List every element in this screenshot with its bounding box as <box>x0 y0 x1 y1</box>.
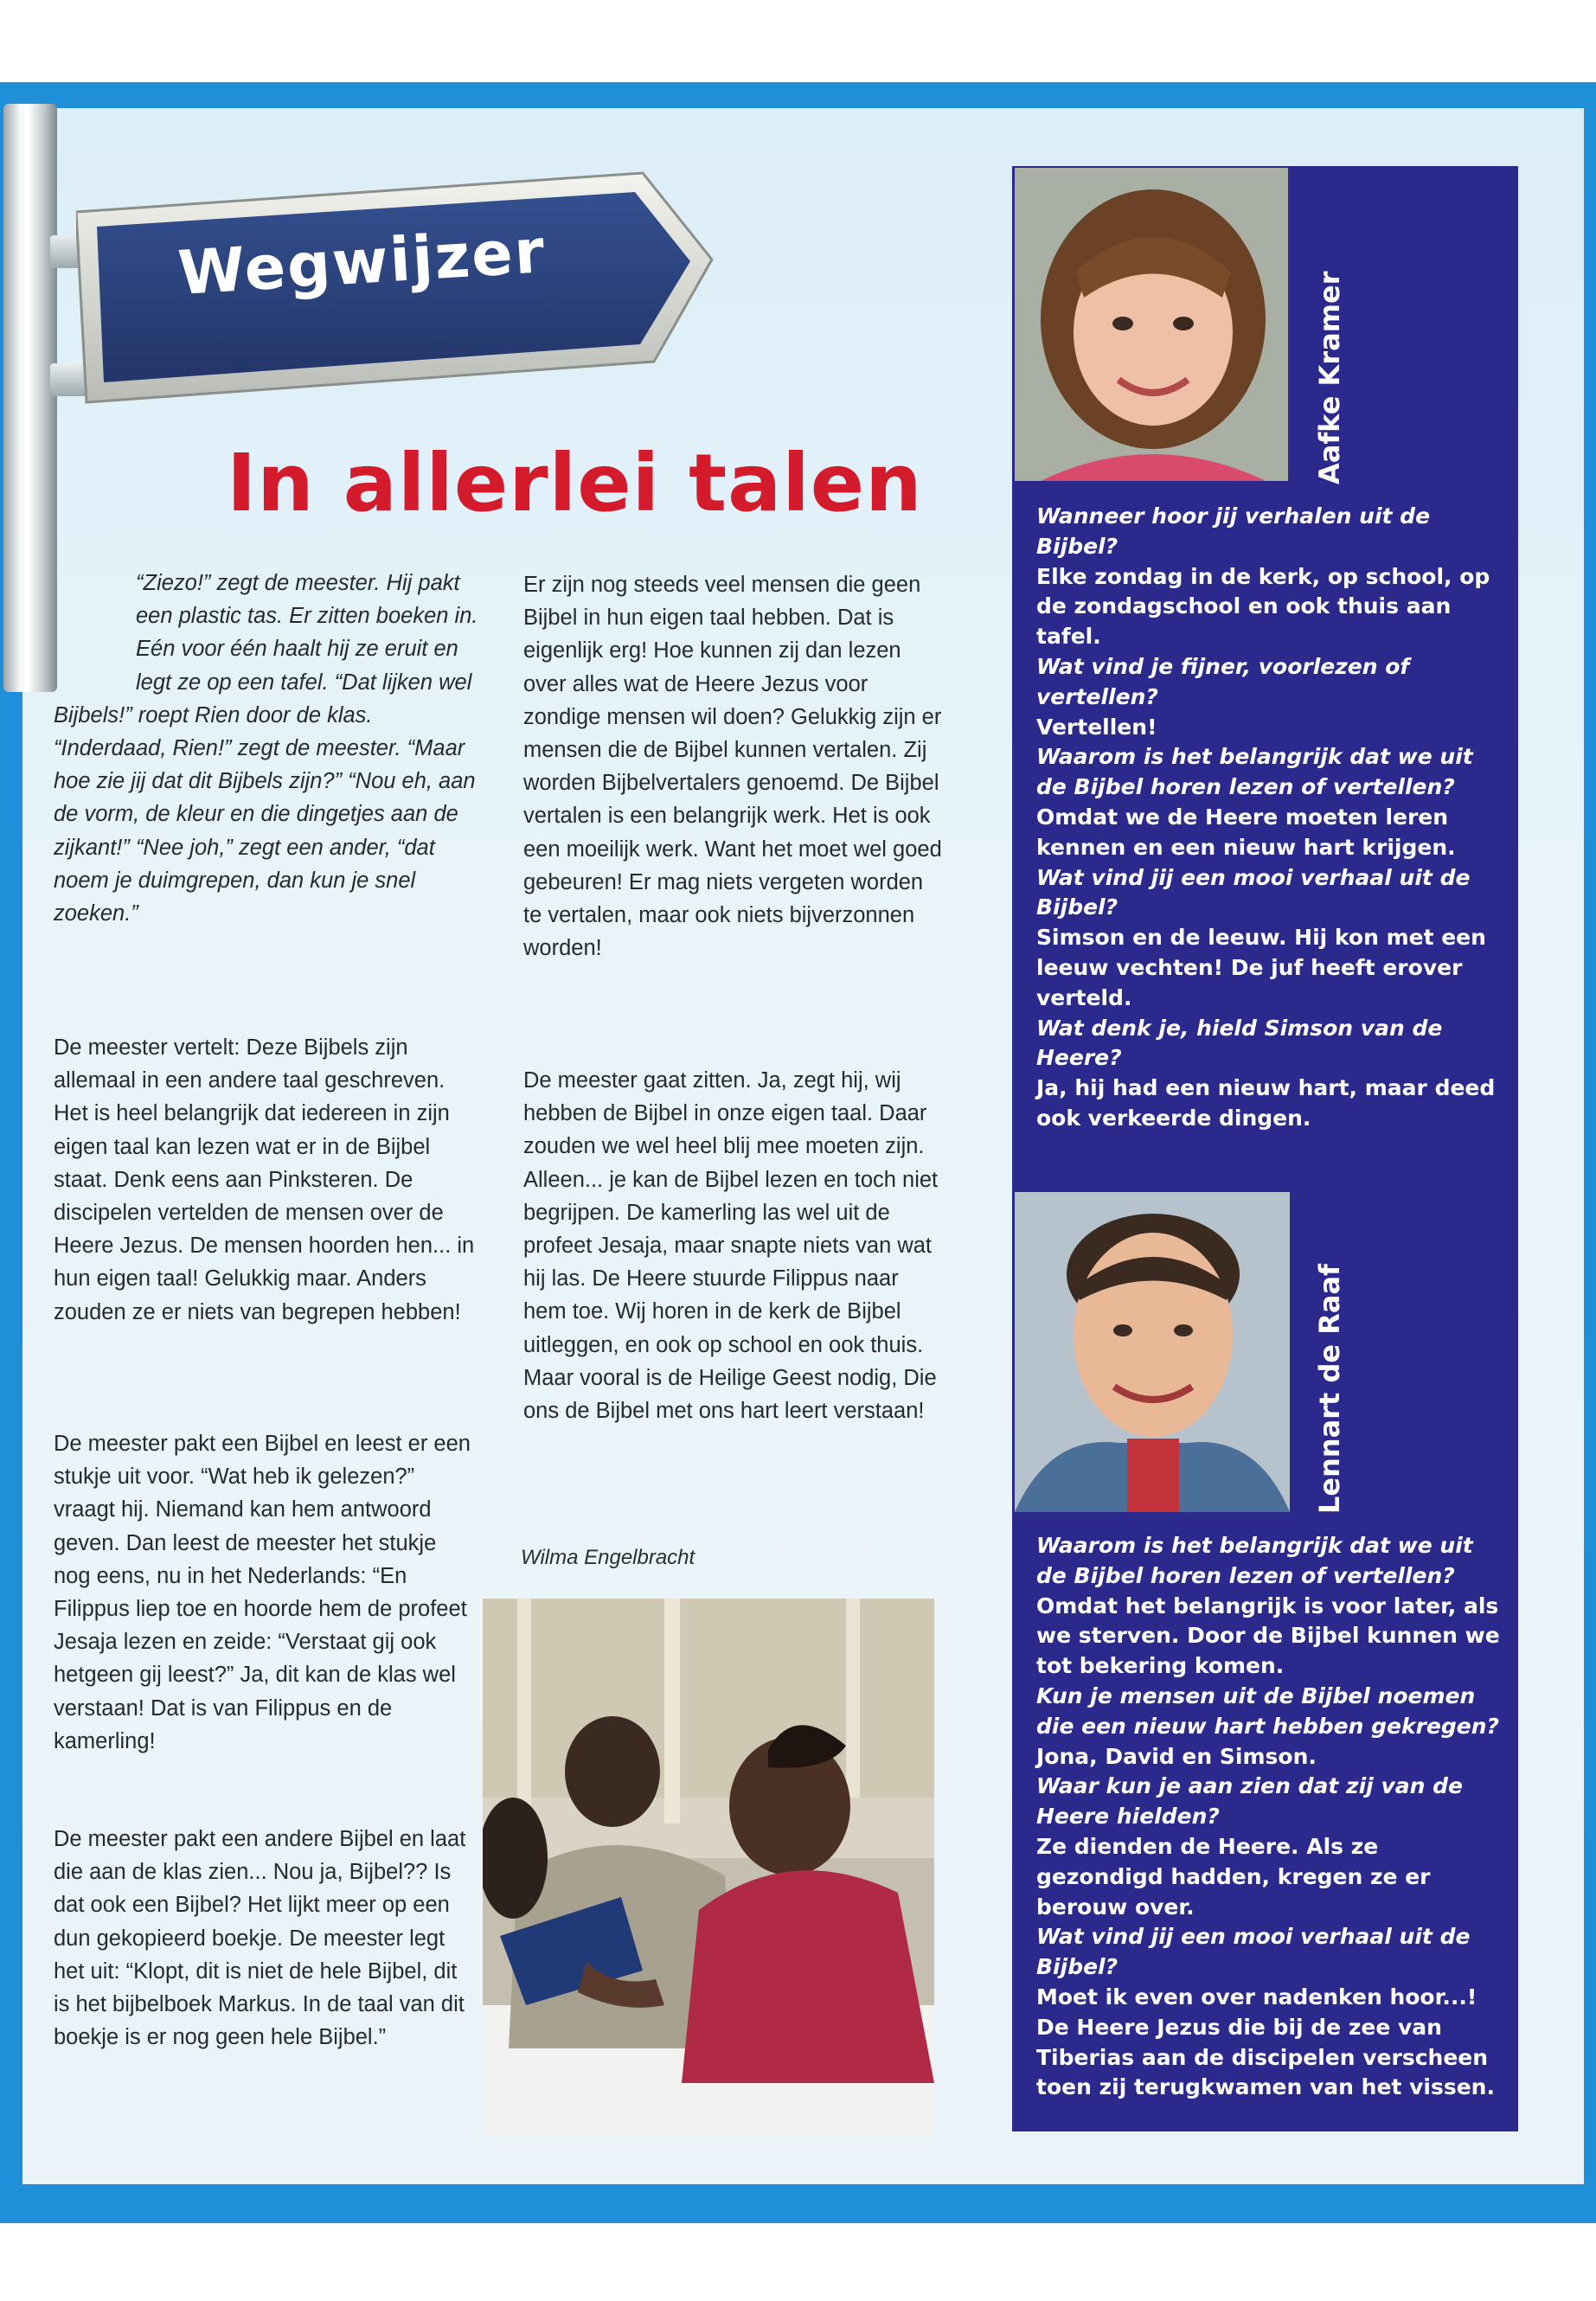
aafke-portrait-photo <box>1015 168 1288 481</box>
interview-answer: Ze dienden de Heere. Als ze gezondigd hadden, kregen ze er berouw over. <box>1036 1833 1431 1920</box>
interview-question: Wat vind jij een mooi verhaal uit de Bijbel? <box>1036 1924 1471 1980</box>
interview-question: Waar kun je aan zien dat zij van de Heere hielden? <box>1036 1773 1463 1830</box>
interview-question: Wat denk je, hield Simson van de Heere? <box>1036 1015 1443 1071</box>
interview-question: Wanneer hoor jij verhalen uit de Bijbel? <box>1036 503 1431 559</box>
interview-answer: Vertellen! <box>1036 714 1157 740</box>
article-author: Wilma Engelbracht <box>521 1546 695 1569</box>
col2-paragraph: Er zijn nog steeds veel mensen die geen Bijbel in hun eigen taal hebben. Dat is eigenlijk erg! Hoe kunnen zij dan lezen over alles wat de Heere Jezus voor zondige mensen wil doen? Gelukkig zijn er mensen die de Bijbel kunnen vertalen. Zij worden Bijbelvertalers genoemd. De Bijbel vertalen is een belangrijk werk. Het is ook een moeilijk werk. Want het moet wel goed gebeuren! Er mag niets vergeten worden te vertalen, maar ook niets bijverzonnen worden! <box>523 573 942 961</box>
aafke-interview <box>1036 502 1503 1134</box>
lennart-name: Lennart de Raaf <box>1313 1264 1346 1514</box>
intro-text: “Ziezo!” zegt de meester. Hij pakt een plastic tas. Er zitten boeken in. Eén voor één haalt hij ze eruit en legt ze op een tafel. “Dat lijken wel Bijbels!” roept Rien door de klas. “Inderdaad, Rien!” zegt de meester. “Maar hoe zie jij dat dit Bijbels zijn?” “Nou eh, aan de vorm, de kleur en die dingetjes aan de zijkant!” “Nee joh,” zegt een ander, “dat noem je duimgrepen, dan kun je snel zoeken.” <box>54 571 478 926</box>
interview-answer: Elke zondag in de kerk, op school, op de zondagschool en ook thuis aan tafel. <box>1036 563 1490 650</box>
sign-title: Wegwijzer <box>176 215 548 309</box>
col2-paragraph: De meester gaat zitten. Ja, zegt hij, wij hebben de Bijbel in onze eigen taal. Daar zouden we wel heel blij mee moeten zijn. Alleen... je kan de Bijbel lezen en toch niet begrijpen. De kamerling las wel uit de profeet Jesaja, maar snapte niets van wat hij las. De Heere stuurde Filippus naar hem toe. Wij horen in de kerk de Bijbel uitleggen, en ook op school en ook thuis. Maar vooral is de Heilige Geest nodig, Die ons de Bijbel met ons hart leert verstaan! <box>523 1068 939 1424</box>
aafke-name: Aafke Kramer <box>1313 271 1346 484</box>
interview-question: Waarom is het belangrijk dat we uit de Bijbel horen lezen of vertellen? <box>1036 1533 1473 1588</box>
col1-paragraph: De meester pakt een andere Bijbel en laat die aan de klas zien... Nou ja, Bijbel?? Is dat ook een Bijbel? Het lijkt meer op een dun gekopieerd boekje. De meester legt het uit: “Klopt, dit is niet de hele Bijbel, dit is het bijbelboek Markus. In de taal van dit boekje is er nog geen hele Bijbel.” <box>54 1827 466 2050</box>
lennart-portrait-photo <box>1015 1192 1290 1512</box>
col1-paragraph: De meester vertelt: Deze Bijbels zijn allemaal in een andere taal geschreven. Het is heel belangrijk dat iedereen in zijn eigen taal kan lezen wat er in de Bijbel staat. Denk eens aan Pinksteren. De discipelen vertelden de mensen over de Heere Jezus. De mensen hoorden hen... in hun eigen taal! Gelukkig maar. Anders zouden ze er niets van begrepen hebben! <box>54 1035 475 1324</box>
article-intro <box>54 567 490 930</box>
interview-question: Wat vind je fijner, voorlezen of vertellen? <box>1036 653 1410 709</box>
interview-answer: Moet ik even over nadenken hoor...! De Heere Jezus die bij de zee van Tiberias aan de discipelen verscheen toen zij terugkwamen van het vissen. <box>1036 1984 1495 2100</box>
intro-float-spacer <box>54 567 136 698</box>
interview-answer: Jona, David en Simson. <box>1036 1743 1317 1769</box>
col1-paragraph: De meester pakt een Bijbel en leest er een stukje uit voor. “Wat heb ik gelezen?” vraagt hij. Niemand kan hem antwoord geven. Dan leest de meester het stukje nog eens, nu in het Nederlands: “En Filippus liep toe en hoorde hem de profeet Jesaja lezen en zeide: “Verstaat gij ook hetgeen gij leest?” Ja, dit kan de klas wel verstaan! Dat is van Filippus en de kamerling! <box>54 1432 471 1753</box>
interview-answer: Omdat we de Heere moeten leren kennen en een nieuw hart krijgen. <box>1036 804 1456 860</box>
interview-answer: Omdat het belangrijk is voor later, als we sterven. Door de Bijbel kunnen we tot bekering komen. <box>1036 1593 1500 1679</box>
signpost-pole <box>3 104 57 692</box>
interview-question: Wat vind jij een mooi verhaal uit de Bijbel? <box>1036 864 1471 920</box>
interview-question: Waarom is het belangrijk dat we uit de Bijbel horen lezen of vertellen? <box>1036 744 1473 800</box>
wegwijzer-sign <box>76 164 716 424</box>
lennart-interview <box>1036 1531 1503 2103</box>
interview-question: Kun je mensen uit de Bijbel noemen die een nieuw hart hebben gekregen? <box>1036 1682 1500 1739</box>
interview-answer: Ja, hij had een nieuw hart, maar deed ook verkeerde dingen. <box>1036 1075 1496 1131</box>
interview-answer: Simson en de leeuw. Hij kon met een leeuw vechten! De juf heeft erover verteld. <box>1036 925 1486 1010</box>
headline: In allerlei talen <box>227 437 923 529</box>
bible-reading-photo <box>483 1599 934 2135</box>
